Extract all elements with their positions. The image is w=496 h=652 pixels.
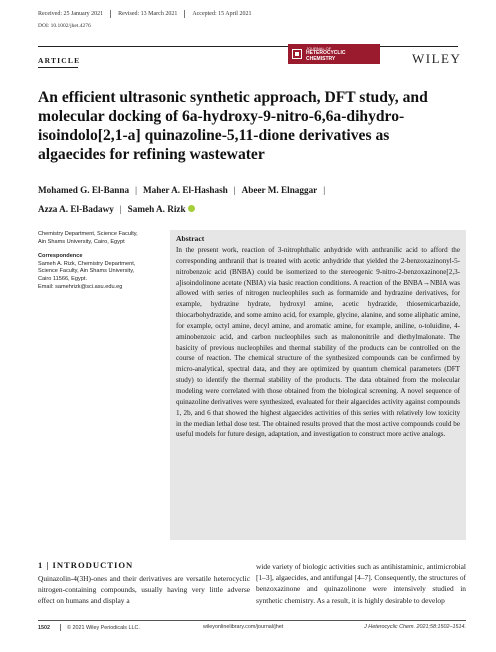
divider bbox=[184, 10, 185, 18]
abstract-heading: Abstract bbox=[176, 234, 205, 243]
correspondence-heading: Correspondence bbox=[38, 253, 83, 260]
doi-link[interactable]: DOI: 10.1002/jhet.4276 bbox=[38, 23, 91, 29]
affiliation-block bbox=[38, 231, 163, 291]
author-name[interactable]: Sameh A. Rizk bbox=[127, 204, 186, 214]
correspondence-line: Sameh A. Rizk, Chemistry Department, bbox=[38, 260, 136, 267]
author-name[interactable]: Abeer M. Elnaggar bbox=[241, 185, 318, 195]
citation: J Heterocyclic Chem. 2021;58:1502–1514. bbox=[364, 624, 466, 630]
divider bbox=[60, 624, 61, 631]
affiliation-line: Chemistry Department, Science Faculty, bbox=[38, 231, 138, 237]
correspondence-email[interactable]: Email: samehrizk@sci.asu.edu.eg bbox=[38, 283, 123, 290]
journal-name: JOURNAL OF HETEROCYCLIC CHEMISTRY bbox=[306, 45, 346, 62]
accepted-date: Accepted: 15 April 2021 bbox=[192, 11, 252, 18]
page-footer bbox=[38, 624, 466, 631]
journal-mark-icon bbox=[292, 49, 302, 59]
author-list: Mohamed G. El-Banna | Maher A. El-Hashash | Abeer M. Elnaggar | Azza A. El-Badawy | Sameh A. Rizk bbox=[38, 185, 326, 214]
orcid-icon[interactable] bbox=[188, 205, 195, 212]
revised-date: Revised: 13 March 2021 bbox=[118, 11, 178, 18]
received-date: Received: 25 January 2021 bbox=[38, 11, 104, 18]
article-title: An efficient ultrasonic synthetic approach, DFT study, and molecular docking of 6a-hydroxy-9-nitro-6,6a-dihydro-isoindolo[2,1-a] quinazoline-5,11-dione derivatives as algaecides for refining wastewater bbox=[38, 89, 428, 163]
author-name[interactable]: Azza A. El-Badawy bbox=[38, 204, 114, 214]
page-number: 1502 bbox=[38, 624, 50, 631]
footer-rule bbox=[38, 620, 466, 621]
introduction-right-column: wide variety of biologic activities such as antihistaminic, antimicrobial [1–3], algaecides, and antifungal [4–7]. Consequently, the structures of benzoxazinone and quinazolinone were intensively studied in synthetic chemistry. As a result, it is highly desirable to develop bbox=[256, 562, 466, 605]
divider bbox=[110, 10, 111, 18]
header-rule bbox=[38, 46, 458, 47]
publisher-logo: WILEY bbox=[412, 51, 462, 66]
abstract-text: In the present work, reaction of 3-nitrophthalic anhydride with anthranilic acid to afford the corresponding anthranil that is treated with acetic anhydride that yielded the 2-benzoxazinonyl-5-nitrobenzoic acid (BNBA) could be isomerized to the stereogenic 9-nitro-2-benzoxazinone[2,3-a]isoindolinone acetate (NBIA) via basic reaction conditions. A reaction of the BNBA→NBIA was allowed with series of nitrogen nucleophiles such as formamide and hydrazine derivatives, for example, hydrazine hydrate, hydroxyl amine, acetic hydrazide, thiosemicarbazide, thiocarbohydrazide, and some amino acid, for example, glycine, alanine, and some aliphatic amine, for example, octyl amine, decyl amine, and aromatic amine, for example, aniline, o-toluidine, 4-aminobenzoic acid, and carbon nucleophiles such as malononitrile and diethylmalonate. The basicity of previous nucleophiles and thermal stability of the products can be controlled on the course of reaction. The chemical structure of the synthesized compounds can be confirmed by micro-analytical, spectral data, and they are optimized by quantum chemical parameters (DFT study) to identify the thermal stability of the products. The data obtained from the molecular modeling were correlated with those obtained from the biological screening. A novel sequence of quinazoline derivatives were synthesized, evaluated for their algaecides activity against compounds 1, 2b, and 6 that showed the highest algaecides activities of this series with relatively low toxicity in the median lethal dose test. The obtained results proved that the most active compounds could be useful models for future design, adaptation, and investigation to construct more active analogs. bbox=[176, 246, 460, 439]
section-label-underline bbox=[38, 67, 78, 68]
copyright: © 2021 Wiley Periodicals LLC. bbox=[67, 624, 140, 631]
correspondence-line: Science Faculty, Ain Shams University, bbox=[38, 268, 135, 275]
abstract-panel bbox=[170, 230, 466, 540]
affiliation-line: Ain Shams University, Cairo, Egypt bbox=[38, 238, 125, 245]
journal-logo bbox=[288, 44, 380, 64]
author-name[interactable]: Maher A. El-Hashash bbox=[142, 185, 228, 195]
introduction-left-column: Quinazolin-4(3H)-ones and their derivatives are versatile heterocyclic nitrogen-containing compounds, usually having very little adverse effect on humans and display a bbox=[38, 574, 250, 606]
introduction-heading: 1 | INTRODUCTION bbox=[38, 560, 134, 570]
correspondence-line: Cairo 11566, Egypt. bbox=[38, 275, 88, 282]
author-name[interactable]: Mohamed G. El-Banna bbox=[38, 185, 130, 195]
journal-url[interactable]: wileyonlinelibrary.com/journal/jhet bbox=[203, 624, 284, 630]
publication-dates bbox=[38, 10, 251, 18]
section-label: ARTICLE bbox=[38, 56, 81, 65]
